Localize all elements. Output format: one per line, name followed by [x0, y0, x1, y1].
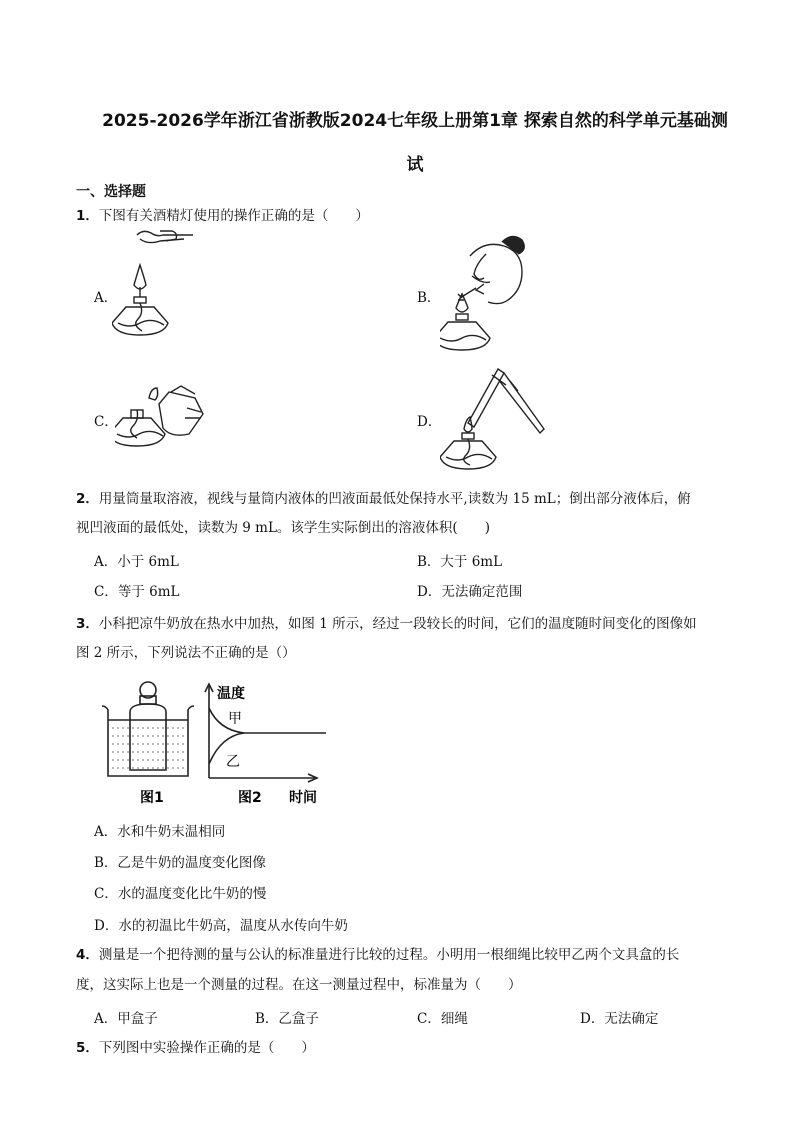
q1-figure-d-heating-test-tube: [440, 365, 550, 475]
curve-top-label: 甲: [228, 711, 242, 727]
q1-figure-c-lamp-to-lamp: [115, 384, 215, 459]
q1-option-c-label: C．: [94, 414, 118, 430]
x-axis-label: 时间: [289, 790, 317, 806]
question-3-continued: 图 2 所示，下列说法不正确的是（）: [76, 645, 296, 661]
question-number: 5．: [76, 1040, 99, 1056]
question-number: 1．: [76, 208, 99, 224]
q1-figure-a-lamp-lighting: [112, 225, 207, 345]
question-text-line-1: 小科把凉牛奶放在热水中加热，如图 1 所示，经过一段较长的时间，它们的温度随时间变化的图像如: [98, 616, 697, 632]
question-number: 4．: [76, 947, 99, 963]
q1-option-b-label: B．: [417, 290, 441, 306]
question-4: [76, 945, 746, 965]
question-text-line-1: 测量是一个把待测的量与公认的标准量进行比较的过程。小明用一根细绳比较甲乙两个文具盒的长: [98, 947, 680, 963]
q2-option-b: B．大于 6mL: [417, 554, 503, 570]
q3-figure-1-beaker: [98, 678, 198, 808]
q3-option-a: A．水和牛奶末温相同: [94, 824, 226, 840]
y-axis-label: 温度: [217, 686, 245, 702]
q2-option-c: C．等于 6mL: [94, 584, 180, 600]
question-number: 2．: [76, 491, 99, 507]
q1-option-a-label: A．: [94, 290, 118, 306]
q4-option-b: B．乙盒子: [255, 1011, 319, 1027]
q3-option-b: B．乙是牛奶的温度变化图像: [94, 855, 266, 871]
q2-option-d: D．无法确定范围: [417, 584, 523, 600]
question-4-continued: 度，这实际上也是一个测量的过程。在这一测量过程中，标准量为（ ）: [76, 977, 522, 993]
q1-figure-b-lamp-blowing: [440, 234, 540, 356]
curve-bottom-label: 乙: [226, 754, 240, 770]
q2-option-a: A．小于 6mL: [94, 554, 179, 570]
page-title: 2025-2026学年浙江省浙教版2024七年级上册第1章 探索自然的科学单元基础测: [102, 111, 728, 131]
question-3: [76, 614, 746, 634]
question-2-continued: 视凹液面的最低处，读数为 9 mL。该学生实际倒出的溶液体积( ): [76, 520, 490, 536]
q3-figure-2-temperature-graph: [200, 678, 340, 808]
question-text-line-1: 用量筒量取溶液，视线与量筒内液体的凹液面最低处保持水平,读数为 15 mL；倒出部分液体后，俯: [98, 491, 691, 507]
q1-option-d-label: D．: [417, 414, 442, 430]
question-1: [76, 206, 746, 226]
q3-option-c: C．水的温度变化比牛奶的慢: [94, 886, 267, 902]
question-text: 下列图中实验操作正确的是（ ）: [98, 1040, 315, 1056]
q4-option-d: D．无法确定: [580, 1011, 659, 1027]
section-heading: 一、选择题: [76, 184, 146, 200]
question-5: [76, 1038, 746, 1058]
q3-option-d: D．水的初温比牛奶高，温度从水传向牛奶: [94, 918, 348, 934]
fig2-label: 图2: [238, 790, 262, 806]
question-2: [76, 489, 746, 509]
q4-option-a: A．甲盒子: [94, 1011, 158, 1027]
fig1-label: 图1: [140, 790, 164, 806]
page-title-continued: 试: [406, 155, 424, 175]
question-text: 下图有关酒精灯使用的操作正确的是（ ）: [98, 208, 369, 224]
curve-water: [209, 708, 326, 733]
question-number: 3．: [76, 616, 99, 632]
q4-option-c: C．细绳: [417, 1011, 468, 1027]
